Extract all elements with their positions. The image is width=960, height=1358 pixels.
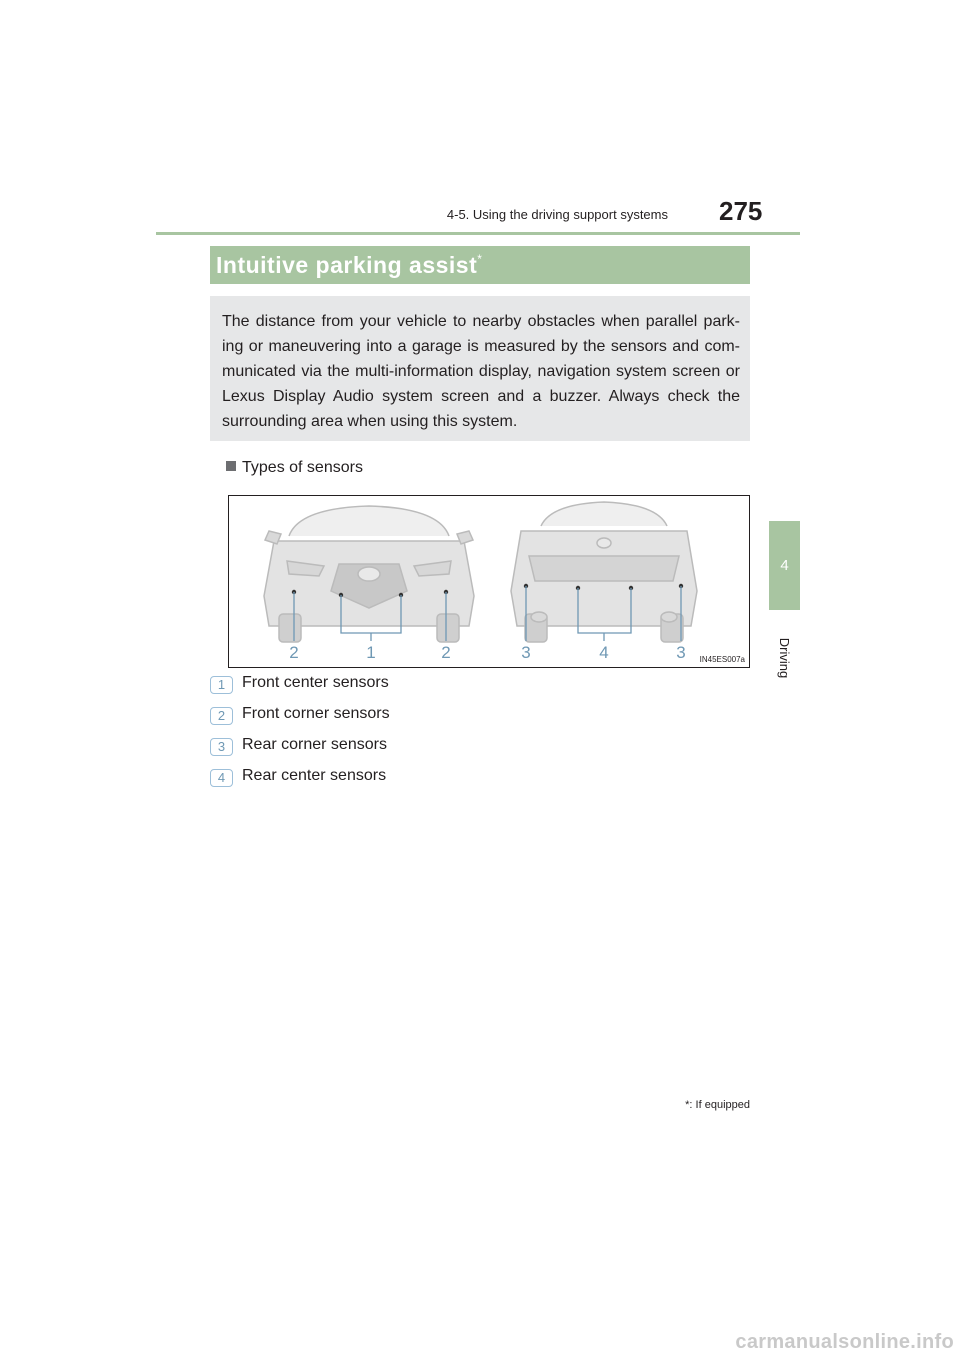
figure-code: IN45ES007a	[699, 655, 745, 664]
figure-callout: 1	[366, 643, 376, 662]
section-header: 4-5. Using the driving support systems	[446, 207, 668, 222]
car-illustration	[229, 496, 749, 667]
list-item-number: 2	[210, 707, 233, 725]
intro-text: The distance from your vehicle to nearby obstacles when parallel park- ing or maneuvering into a garage is measured by the sensors and com- municated via the multi-information display, navigation system screen or Lexus Display Audio system screen and a buzzer. Always check the surrounding area when using this system.	[222, 313, 740, 430]
list-item	[210, 674, 710, 705]
footnote: *: If equipped	[685, 1099, 750, 1111]
figure-callout: 3	[676, 643, 686, 662]
list-item	[210, 736, 710, 767]
list-item	[210, 767, 710, 798]
subheading-text: Types of sensors	[242, 459, 363, 476]
list-item-number: 3	[210, 738, 233, 756]
list-item	[210, 705, 710, 736]
header-rule	[156, 232, 800, 235]
car-rear-view	[511, 502, 697, 642]
car-front-view	[264, 506, 474, 642]
title-asterisk: *	[477, 252, 483, 266]
list-item-text: Front corner sensors	[242, 705, 390, 722]
watermark[interactable]: carmanualsonline.info	[735, 1331, 954, 1353]
list-item-text: Rear corner sensors	[242, 736, 387, 753]
page-title	[216, 252, 482, 279]
square-bullet-icon	[226, 461, 236, 471]
figure-callout: 2	[441, 643, 451, 662]
title-bar	[210, 246, 750, 284]
page-number: 275	[719, 196, 763, 226]
sensor-figure	[228, 495, 750, 668]
figure-callout: 3	[521, 643, 531, 662]
list-item-number: 4	[210, 769, 233, 787]
chapter-number: 4	[780, 557, 789, 574]
sensor-legend-list	[210, 674, 710, 798]
subheading	[226, 459, 363, 477]
figure-callout: 4	[599, 643, 609, 662]
chapter-label: Driving	[777, 637, 792, 679]
list-item-text: Front center sensors	[242, 674, 389, 691]
intro-box	[210, 296, 750, 441]
figure-callout: 2	[289, 643, 299, 662]
chapter-tab[interactable]	[769, 521, 800, 610]
list-item-text: Rear center sensors	[242, 767, 387, 784]
title-text: Intuitive parking assist	[216, 252, 478, 278]
list-item-number: 1	[210, 676, 233, 694]
